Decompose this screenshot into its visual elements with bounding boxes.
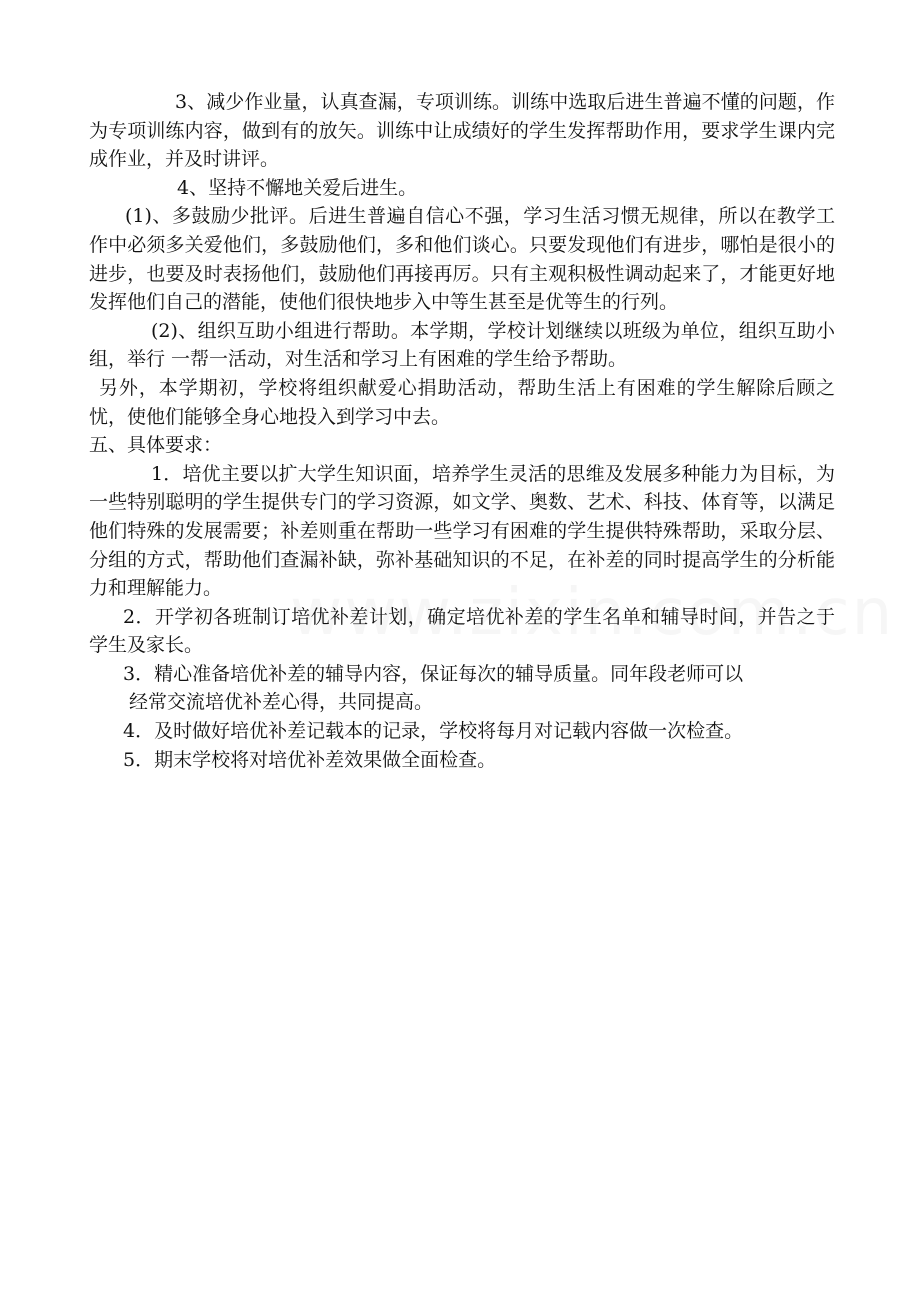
requirement-item-1: 1．培优主要以扩大学生知识面，培养学生灵活的思维及发展多种能力为目标，为一些特别聪明的学生提供专门的学习资源，如文学、奥数、艺术、科技、体育等，以满足他们特殊的发展需要；补差则重在帮助一些学习有困难的学生提供特殊帮助，采取分层、分组的方式，帮助他们查漏补缺，弥补基础知识的不足，在补差的同时提高学生的分析能力和理解能力。 [89,462,835,600]
requirement-item-4: 4．及时做好培优补差记载本的记录，学校将每月对记载内容做一次检查。 [123,720,744,743]
paragraph-mutual-help: (2)、组织互助小组进行帮助。本学期，学校计划继续以班级为单位，组织互助小组，举行 一帮一活动，对生活和学习上有困难的学生给予帮助。 [89,319,835,371]
document-body [89,88,835,774]
section-heading-requirements: 五、具体要求： [89,434,223,457]
paragraph-encourage: (1)、多鼓励少批评。后进生普遍自信心不强，学习生活习惯无规律，所以在教学工作中必须多关爱他们，多鼓励他们，多和他们谈心。只要发现他们有进步，哪怕是很小的进步，也要及时表扬他们，鼓励他们再接再厉。只有主观积极性调动起来了，才能更好地发挥他们自己的潜能，使他们很快地步入中等生甚至是优等生的行列。 [89,205,835,314]
requirement-item-2: 2．开学初各班制订培优补差计划，确定培优补差的学生名单和辅导时间，并告之于学生及家长。 [89,605,835,657]
paragraph-reduce-homework: 3、减少作业量，认真查漏，专项训练。训练中选取后进生普遍不懂的问题，作为专项训练内容，做到有的放矢。训练中让成绩好的学生发挥帮助作用，要求学生课内完成作业，并及时讲评。 [89,91,835,171]
paragraph-care-slow-learners: 4、坚持不懈地关爱后进生。 [177,176,418,199]
paragraph-donation: 另外，本学期初，学校将组织献爱心捐助活动，帮助生活上有困难的学生解除后顾之忧，使他们能够全身心地投入到学习中去。 [89,376,835,428]
requirement-item-3-line-2: 经常交流培优补差心得，共同提高。 [129,691,434,714]
requirement-item-3 [89,660,835,717]
requirement-item-3-line-1: 3．精心准备培优补差的辅导内容，保证每次的辅导质量。同年段老师可以 [123,662,744,685]
requirement-item-5: 5．期末学校将对培优补差效果做全面检查。 [123,748,497,771]
